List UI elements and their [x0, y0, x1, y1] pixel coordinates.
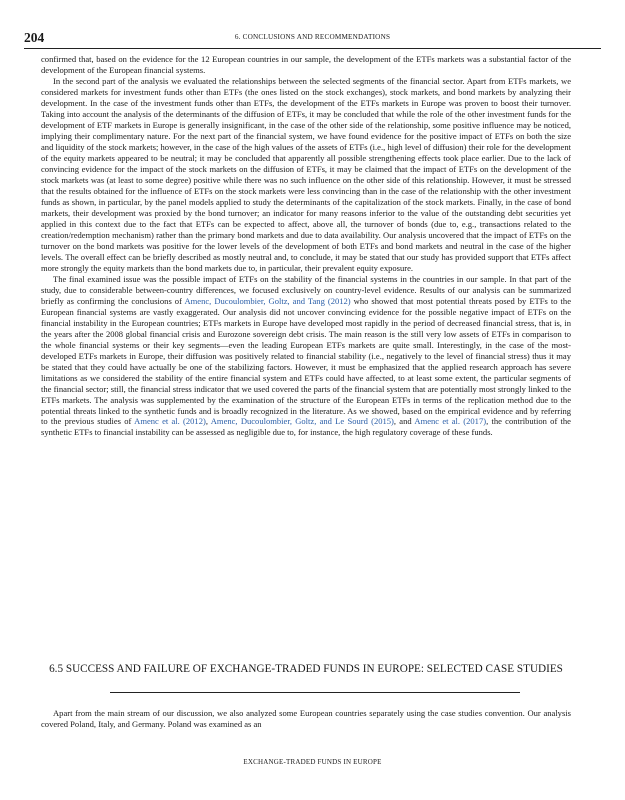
running-head: 6. CONCLUSIONS AND RECOMMENDATIONS [234, 33, 391, 41]
main-text [41, 54, 571, 438]
section-heading: 6.5 SUCCESS AND FAILURE OF EXCHANGE-TRADED FUNDS IN EUROPE: SELECTED CASE STUDIES [49, 663, 563, 675]
citation-link[interactable]: Amenc et al. (2012) [134, 416, 206, 427]
paragraph-continuation: confirmed that, based on the evidence for the 12 European countries in our sample, the development of the ETFs markets was a substantial factor of the development of the European financial systems. [41, 54, 571, 75]
paragraph-financial-stability [41, 274, 571, 439]
paragraph-case-studies: Apart from the main stream of our discussion, we also analyzed some European countries separately using the case studies convention. Our analysis covered Poland, Italy, and Germany. Poland was examined as an [41, 708, 571, 729]
citation-link[interactable]: Amenc, Ducoulombier, Goltz, and Tang (2012) [184, 295, 351, 306]
citation-link[interactable]: Amenc et al. (2017) [414, 416, 487, 427]
paragraph-text: , [205, 416, 211, 427]
section-divider [110, 692, 520, 693]
paragraph-text: , and [393, 416, 415, 427]
section-text [41, 708, 571, 730]
paragraph-text: who showed that most potential threats posed by ETFs to the European financial systems are vastly exaggerated. Our analysis did not uncover convincing evidence for the possible negative impact of ETFs on the financial instability in the European countries; ETFs markets in Europe have developed most rapidly in the period of decreased financial stress, that is, in the years after the 2008 global financial crisis and Eurozone sovereign debt crisis. The main reason is the still very low assets of ETFs in comparison to the whole financial systems or their key segments—even the leading European ETFs markets are quite small. Interestingly, in the case of the most-developed ETFs markets in Europe, their diffusion was positively related to financial stability (i.e., negatively to the level of financial stress) thus it may be stated that they could have actually be one of the stabilizing factors. However, it must be emphasized that the applied research approach has severe limitations as we considered the stability of the entire financial system and ETFs could have affected, to at least some extent, the particular segments of the financial sector; still, the financial stress indicator that we used covered the parts of the financial system that are potentially most strongly linked to the ETFs markets. The analysis was supplemented by the examination of the structure of the European ETFs in terms of the replication method due to the potential threats linked to the synthetic funds and is broadly recognized in the literature. As we showed, based on the empirical evidence and by referring to the previous studies of [41, 295, 571, 427]
page-header [24, 30, 601, 49]
paragraph-financial-segments: In the second part of the analysis we evaluated the relationships between the selected segments of the financial sector. Apart from ETFs markets, we considered markets for investment funds other than ETFs (the ones listed on the stock exchanges), stock markets, and bond markets by analyzing their development. In the case of the investment funds other than ETFs, the development of the ETFs markets in Europe was proven to boost their turnover. Taking into account the analysis of the determinants of the diffusion of ETFs, it may be concluded that while the role of the other investment funds for the development of ETF markets in Europe is generally insignificant, in the case of the other side of the relationship, some positive influence may be noticed, implying their complimentary nature. For the next part of the financial system, we have found evidence for the positive impact of ETFs on both the size and liquidity of the stock markets; however, in the case of the high values of the assets of ETFs (i.e., high level of diffusion) their role for the development of the equity markets appeared to be neutral; it may be concluded that apparently all possible strengthening effects took place earlier. Due to the lack of convincing evidence for the impact of the stock markets on the diffusion of ETFs, it may be claimed that the impact of ETFs on the development of the stock markets was (at least to some degree) positive while there was no such influence on the other side of this relationship. However, it must be stressed that the results obtained for the influence of ETFs on the stock markets were less convincing than in the case of the relationship with the other investment funds as shown, in particular, by the panel models applied to study the determinants of the capitalization of the stock markets. Finally, in the case of bond markets, their development was proxied by the bond turnover; an indicator for many reasons inferior to the value of the outstanding debt securities yet applied in this context due to the fact that ETFs can be expected to affect, above all, the turnover of bonds (due to, e.g., transactions related to the creation/redemption mechanism) rather than the primary bond markets and due to data availability. Our analysis uncovered that the impact of ETFs on the turnover on the bond markets was positive for the lower levels of the development of both ETFs and bond markets and neutral in the case of the higher levels. The overall effect can be briefly described as mostly neutral and, to conclude, it may be stated that our study has provided support that ETFs affect more strongly the equity markets than the bond markets due to, in particular, their prevalent equity exposure. [41, 75, 571, 273]
paragraph-text: , the contribution of the synthetic ETFs to financial instability can be assessed as negligible due to, for instance, the high regulatory coverage of these funds. [41, 416, 571, 438]
citation-link[interactable]: Amenc, Ducoulombier, Goltz, and Le Sourd (2015) [210, 416, 394, 427]
page-number: 204 [24, 30, 45, 45]
paragraph-text: The final examined issue was the possible impact of ETFs on the stability of the financial systems in the countries in our sample. In that part of the study, due to considerable between-country differences, we focused exclusively on country-level evidence. Results of our analysis can be summarized briefly as confirming the conclusions of [41, 273, 571, 306]
page-footer: EXCHANGE-TRADED FUNDS IN EUROPE [243, 758, 382, 766]
